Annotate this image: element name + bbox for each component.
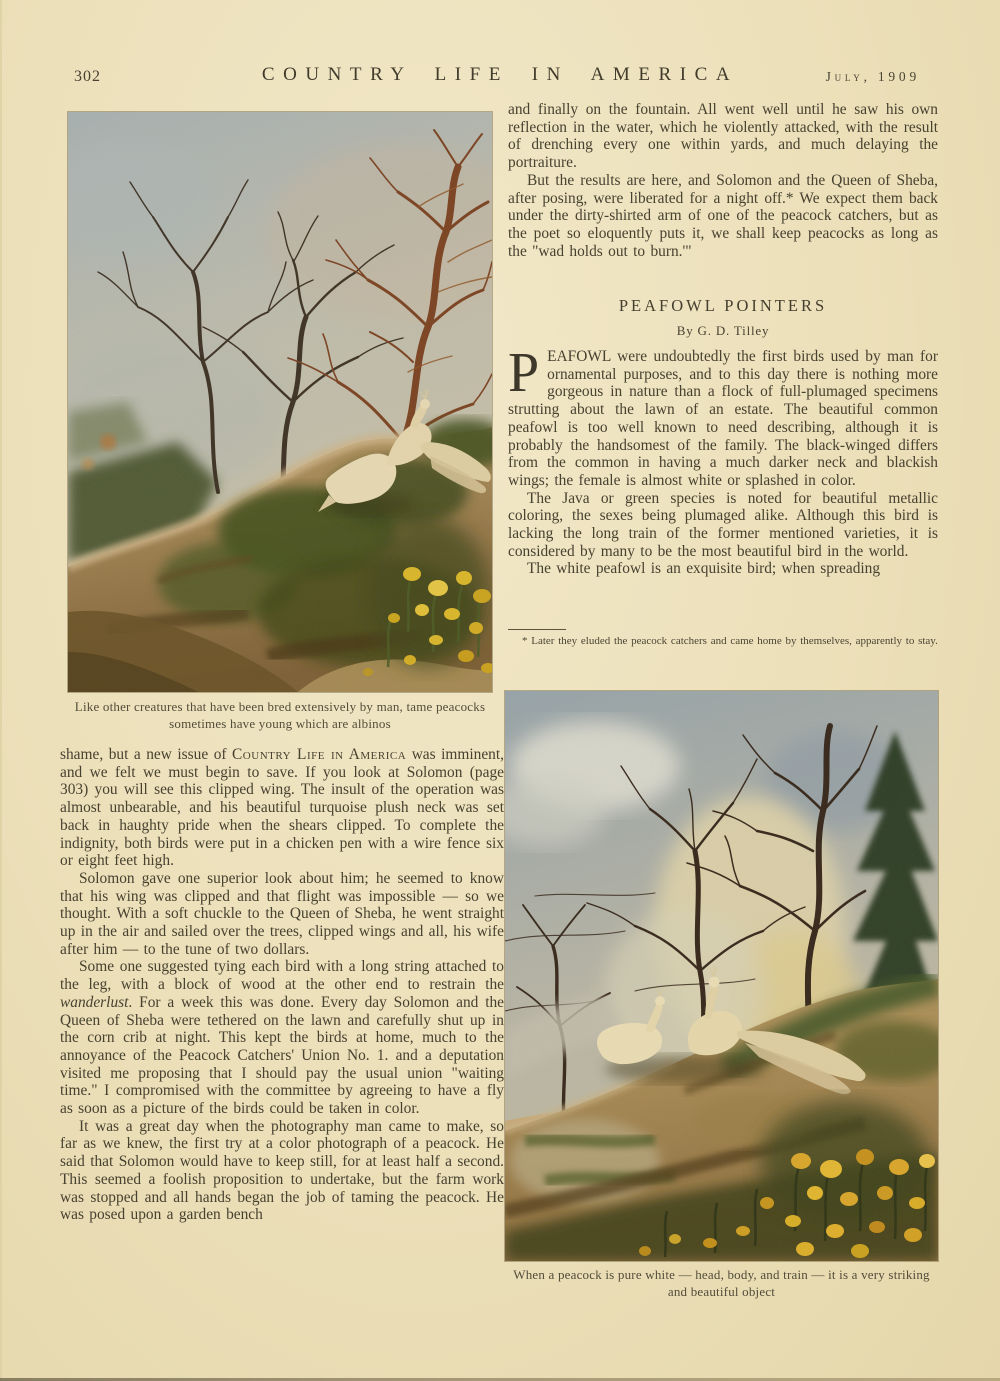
caption-text: When a peacock is pure white — head, body, and train — it is a very striking and beautiful object bbox=[513, 1267, 930, 1299]
article-header bbox=[508, 296, 938, 339]
photo-grain bbox=[68, 112, 492, 692]
footnote-text: * Later they eluded the peacock catchers and came home by themselves, apparently to stay. bbox=[522, 635, 938, 647]
magazine-masthead: COUNTRY LIFE IN AMERICA bbox=[261, 64, 739, 85]
article-byline: By G. D. Tilley bbox=[676, 323, 770, 338]
paragraph bbox=[60, 958, 504, 1117]
paragraph: The white peafowl is an exquisite bird; when spreading bbox=[527, 560, 881, 578]
small-caps-title: Country Life in America bbox=[232, 746, 407, 763]
paragraph-text: was imminent, and we felt we must begin to save. If you look at Solomon (page 303) you will see this clipped wing. The insult of the operation was almost unbearable, and his beautiful turquoise plush neck was set back in haughty pride when the shears clipped. To complete the indignity, both birds were put in a chicken pen with a wire fence six or eight feet high. bbox=[60, 746, 504, 870]
article-body bbox=[508, 342, 938, 578]
paragraph: and finally on the fountain. All went well until he saw his own reflection in the water, which he violently attacked, with the result of drenching every one within yards, and much delaying the portraiture. bbox=[508, 101, 938, 172]
photo-white-peacocks-bottom-right bbox=[505, 691, 938, 1261]
footnote bbox=[508, 629, 938, 649]
paragraph bbox=[508, 342, 938, 490]
right-column-text-top bbox=[508, 101, 938, 260]
photo-grain bbox=[505, 691, 938, 1261]
photo-caption-right bbox=[505, 1267, 938, 1300]
photo-caption-left bbox=[64, 699, 496, 732]
paragraph-text: shame, but a new issue of bbox=[60, 746, 233, 763]
paragraph-text: . For a week this was done. Every day Solomon and the Queen of Sheba were tethered on the lawn and carefully shut up in the corn crib at night. This kept the birds at home, much to the annoyance of the Peacock Catchers' Union No. 1. and a deputation visited me proposing that I should pay the usual union "waiting time." I compromised with the committee by agreeing to have a fly as soon as a picture of the birds could be taken in color. bbox=[60, 993, 504, 1118]
caption-text: Like other creatures that have been bred extensively by man, tame peacocks sometimes have young which are albinos bbox=[74, 699, 486, 731]
article-title: PEAFOWL POINTERS bbox=[618, 296, 828, 315]
photo-illustration bbox=[68, 112, 492, 692]
paragraph: The Java or green species is noted for beautiful metallic coloring, the sexes being plumaged alike. Although this bird is lacking the long train of the former mentioned varieties, it is considered by many to be the most beautiful bird in the world. bbox=[508, 489, 938, 560]
drop-cap: P bbox=[508, 342, 540, 404]
paragraph-text: EAFOWL were undoubtedly the first birds used by man for ornamental purposes, and to this day there is nothing more gorgeous in nature than a flock of full-plumaged specimens strutting about the lawn of an estate. The beautiful common peafowl is too well known to need describing, although it is probably the handsomest of the family. The black-winged differs from the common in having a much darker neck and blackish wings; the female is almost white or splashed in color. bbox=[508, 348, 938, 489]
issue-date: July, 1909 bbox=[825, 69, 920, 84]
italic-word: wanderlust bbox=[60, 993, 129, 1011]
photo-illustration bbox=[505, 691, 938, 1261]
photo-albino-peacocks-top-left bbox=[68, 112, 492, 692]
page-number: 302 bbox=[74, 68, 101, 85]
paragraph: It was a great day when the photography man came to make, so far as we knew, the first try at a color photograph of a peacock. He said that Solomon would have to keep still, for at least half a second. This seemed a foolish proposition to undertake, but the farm work was stopped and all hands began the job of taming the peacock. He was posed upon a garden bench bbox=[60, 1117, 504, 1224]
page-left-edge bbox=[0, 0, 2, 1381]
paragraph bbox=[60, 746, 504, 870]
paragraph: Solomon gave one superior look about him; he seemed to know that his wing was clipped and that flight was impossible — so we thought. With a soft chuckle to the Queen of Sheba, he went straight up in the air and sailed over the trees, clipped wings and all, his wife after him — to the tune of two dollars. bbox=[60, 869, 504, 958]
paragraph-text: Some one suggested tying each bird with a long string attached to the leg, with a block of wood at the other end to restrain the bbox=[60, 958, 504, 994]
paragraph: But the results are here, and Solomon and the Queen of Sheba, after posing, were liberated for a night off.* We expect them back under the dirty-shirted arm of one of the peacock catchers, but as the poet so eloquently puts it, we shall keep peacocks as long as the "wad holds out to burn.'" bbox=[508, 171, 938, 260]
footnote-rule bbox=[508, 629, 566, 630]
left-column-text bbox=[60, 746, 504, 1224]
